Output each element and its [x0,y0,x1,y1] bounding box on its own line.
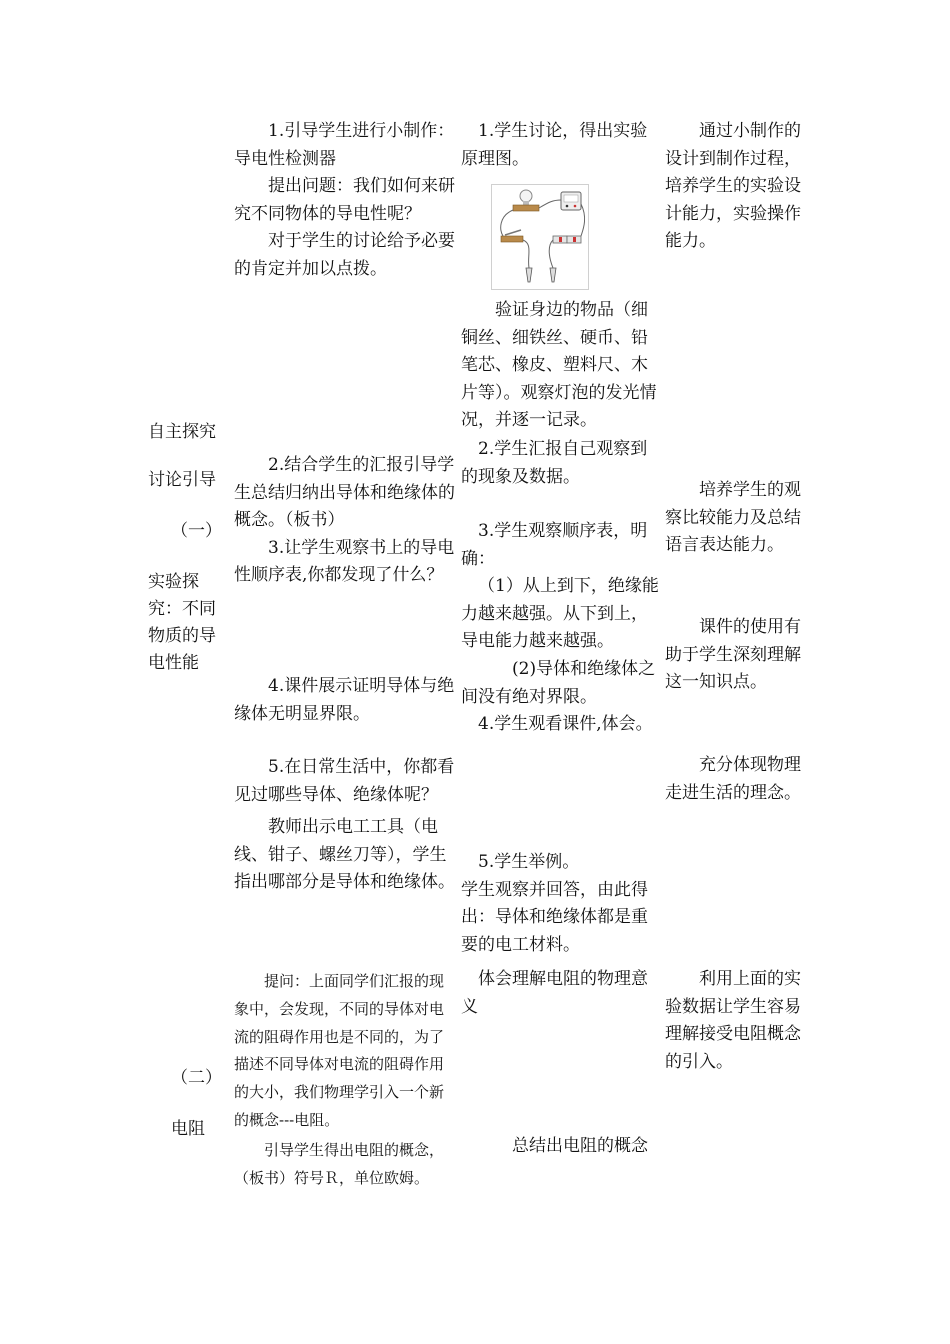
student-resistance-meaning: 体会理解电阻的物理意义 [461,969,648,1017]
category-part2-number: （二） [171,1068,222,1088]
circuit-diagram [491,184,589,290]
student-step-3-point-2: (2)导体和绝缘体之间没有绝对界限。 [461,658,656,707]
meter-icon [561,192,581,210]
student-step-3: 3.学生观察顺序表，明确： [461,521,648,569]
teacher-step-4-block [234,673,456,728]
teacher-question-resistance: 提问：上面同学们汇报的现象中，会发现，不同的导体对电流的阻碍作用也是不同的，为了描述不同导体对电流的阻碍作用的大小，我们物理学引入一个新的概念---电阻。 [234,972,445,1129]
intent-4-block [665,752,805,807]
teacher-activities-part1 [234,118,456,284]
student-step-4: 4.学生观看课件,体会。 [478,714,653,735]
student-step-1-verify-block [461,297,661,435]
teacher-step-1-question: 提出问题：我们如何来研究不同物体的导电性呢？ [234,176,455,224]
teacher-activities-part1-b [234,452,456,590]
teacher-step-5: 5.在日常生活中，你都看见过哪些导体、绝缘体呢？ [234,757,455,805]
category-discuss-guide: 讨论引导 [148,470,216,490]
category-part1-title: 实验探究：不同物质的导电性能 [148,572,216,673]
teacher-step-1: 1.引导学生进行小制作：导电性检测器 [234,121,455,169]
teacher-step-1-feedback: 对于学生的讨论给予必要的肯定并加以点拨。 [234,231,455,279]
battery-icon [553,236,581,243]
intent-5-block [665,966,805,1076]
teacher-resistance-concept: 引导学生得出电阻的概念，（板书）符号Ｒ，单位欧姆。 [234,1140,445,1187]
category-part1-number: （一） [171,521,222,541]
intent-2: 培养学生的观察比较能力及总结语言表达能力。 [665,480,801,556]
intent-1-block [665,118,805,256]
student-step-3-block [461,518,661,739]
student-resistance-summary: 总结出电阻的概念 [512,1136,648,1156]
student-resistance-meaning-block [461,966,661,1021]
student-step-2: 2.学生汇报自己观察到的现象及数据。 [461,439,648,487]
teacher-step-3: 3.让学生观察书上的导电性顺序表,你都发现了什么？ [234,537,455,586]
intent-4: 充分体现物理走进生活的理念。 [665,755,801,803]
student-step-1: 1.学生讨论，得出实验原理图。 [461,121,648,169]
intent-2-block [665,477,805,560]
intent-3: 课件的使用有助于学生深刻理解这一知识点。 [665,617,801,693]
intent-5: 利用上面的实验数据让学生容易理解接受电阻概念的引入。 [665,969,801,1072]
student-step-1-block [461,118,661,173]
teacher-step-4: 4.课件展示证明导体与绝缘体无明显界限。 [234,676,455,724]
student-step-5-block [461,849,661,959]
student-verify-items: 验证身边的物品（细铜丝、细铁丝、硬币、铅笔芯、橡皮、塑料尺、木片等）。观察灯泡的发光情况，并逐一记录。 [461,300,657,431]
intent-1: 通过小制作的设计到制作过程，培养学生的实验设计能力，实验操作能力。 [665,121,801,252]
student-step-2-block [461,436,661,491]
teacher-step-5-block [234,754,456,897]
teacher-activities-part2 [234,968,456,1192]
category-part2-title: 电阻 [171,1119,205,1139]
category-self-explore: 自主探究 [148,422,216,442]
teacher-step-5-tools: 教师出示电工工具（电线、钳子、螺丝刀等），学生指出哪部分是导体和绝缘体。 [234,817,455,893]
student-resistance-summary-block [461,1131,661,1161]
teacher-step-2: 2.结合学生的汇报引导学生总结归纳出导体和绝缘体的概念。（板书） [234,455,455,531]
intent-3-block [665,614,805,697]
student-step-5-conclusion: 学生观察并回答，由此得出：导体和绝缘体都是重要的电工材料。 [461,879,648,955]
student-step-3-point-1: （1）从上到下，绝缘能力越来越强。从下到上，导电能力越来越强。 [461,576,659,652]
student-step-5: 5.学生举例。 [478,852,580,872]
